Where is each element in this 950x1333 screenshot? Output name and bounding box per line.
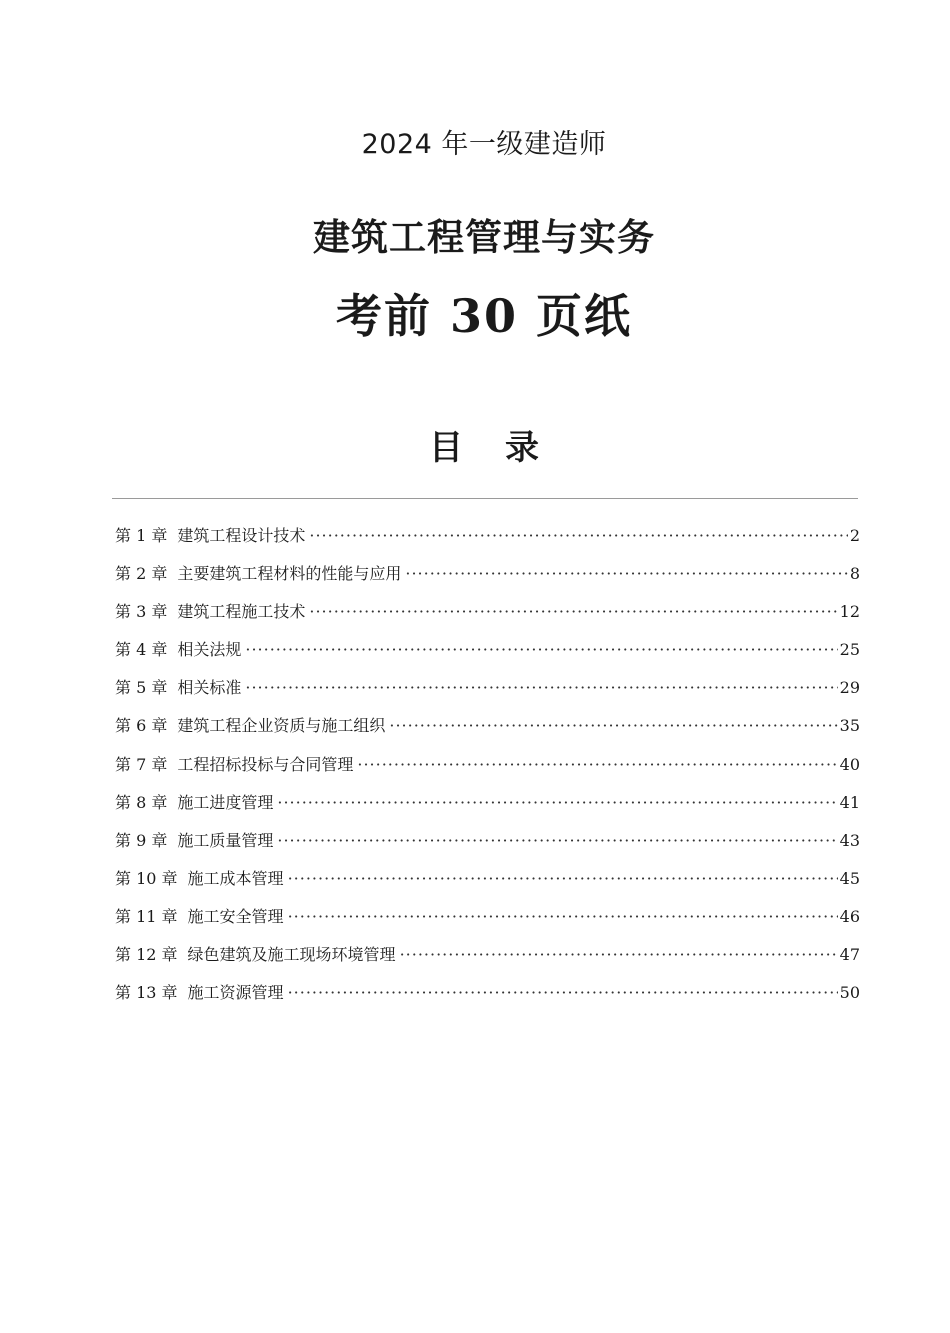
toc-chapter-title: 施工安全管理 <box>187 906 284 926</box>
toc-chapter-title: 建筑工程施工技术 <box>177 602 306 622</box>
toc-leader-dots <box>277 793 837 812</box>
toc-page-number: 46 <box>839 906 860 926</box>
toc-entry[interactable] <box>115 828 860 866</box>
toc-chapter-title: 相关法规 <box>177 640 242 660</box>
toc-chapter-number: 第 7 章 <box>115 754 168 774</box>
toc-entry[interactable] <box>115 904 860 942</box>
toc-chapter-title: 工程招标投标与合同管理 <box>177 754 354 774</box>
toc-leader-dots <box>245 640 837 659</box>
toc-entry[interactable] <box>115 752 860 790</box>
toc-page-number: 35 <box>839 716 860 736</box>
toc-chapter-number: 第 13 章 <box>115 983 178 1003</box>
toc-leader-dots <box>288 907 838 926</box>
toc-page-number: 40 <box>839 754 860 774</box>
divider <box>112 498 858 499</box>
toc-entry[interactable] <box>115 790 860 828</box>
toc-chapter-number: 第 8 章 <box>115 792 168 812</box>
toc-page-number: 45 <box>839 868 860 888</box>
toc-chapter-number: 第 1 章 <box>115 526 168 545</box>
toc-entry[interactable] <box>115 980 860 1018</box>
toc-entry[interactable] <box>115 561 860 599</box>
toc-leader-dots <box>357 755 837 774</box>
toc-page-number: 50 <box>839 983 860 1003</box>
toc-chapter-title: 相关标准 <box>177 678 242 698</box>
toc-chapter-number: 第 4 章 <box>115 640 168 660</box>
toc-entry[interactable] <box>115 637 860 675</box>
toc-chapter-title: 主要建筑工程材料的性能与应用 <box>177 564 402 584</box>
toc-chapter-title: 绿色建筑及施工现场环境管理 <box>187 945 396 965</box>
toc-page-number: 41 <box>839 792 860 812</box>
toc-page-number: 8 <box>849 564 860 584</box>
toc-chapter-number: 第 9 章 <box>115 830 168 850</box>
toc-chapter-number: 第 10 章 <box>115 868 178 888</box>
document-title-secondary: 考前 30 页纸 <box>335 289 633 343</box>
toc-page-number: 2 <box>849 526 860 545</box>
toc-chapter-number: 第 3 章 <box>115 602 168 622</box>
toc-heading: 目录 <box>429 428 581 468</box>
toc-chapter-title: 施工质量管理 <box>177 830 274 850</box>
toc-chapter-title: 建筑工程设计技术 <box>177 526 306 545</box>
document-title: 建筑工程管理与实务 <box>313 216 655 259</box>
toc-chapter-number: 第 2 章 <box>115 564 168 584</box>
toc-chapter-number: 第 11 章 <box>115 906 178 926</box>
toc-chapter-number: 第 5 章 <box>115 678 168 698</box>
toc-chapter-number: 第 12 章 <box>115 945 178 965</box>
toc-entry[interactable] <box>115 523 860 561</box>
toc-leader-dots <box>277 831 837 850</box>
toc-chapter-title: 建筑工程企业资质与施工组织 <box>177 716 386 736</box>
toc-chapter-title: 施工进度管理 <box>177 792 274 812</box>
toc-page-number: 47 <box>839 945 860 965</box>
toc-chapter-title: 施工资源管理 <box>187 983 284 1003</box>
toc-page-number: 43 <box>839 830 860 850</box>
toc-leader-dots <box>400 945 838 964</box>
toc-entry[interactable] <box>115 866 860 904</box>
toc-leader-dots <box>309 602 837 621</box>
toc-page-number: 12 <box>839 602 860 622</box>
toc-leader-dots <box>309 526 847 545</box>
toc-entry[interactable] <box>115 713 860 751</box>
toc-page-number: 25 <box>839 640 860 660</box>
toc-entry[interactable] <box>115 942 860 980</box>
toc-chapter-title: 施工成本管理 <box>187 868 284 888</box>
toc-page-number: 29 <box>839 678 860 698</box>
toc-leader-dots <box>288 869 838 888</box>
table-of-contents <box>115 523 860 1018</box>
toc-chapter-number: 第 6 章 <box>115 716 168 736</box>
toc-leader-dots <box>245 678 837 697</box>
toc-leader-dots <box>288 983 838 1002</box>
toc-leader-dots <box>389 716 837 735</box>
toc-leader-dots <box>405 564 847 583</box>
toc-entry[interactable] <box>115 675 860 713</box>
toc-entry[interactable] <box>115 599 860 637</box>
document-subtitle: 2024 年一级建造师 <box>361 129 607 160</box>
